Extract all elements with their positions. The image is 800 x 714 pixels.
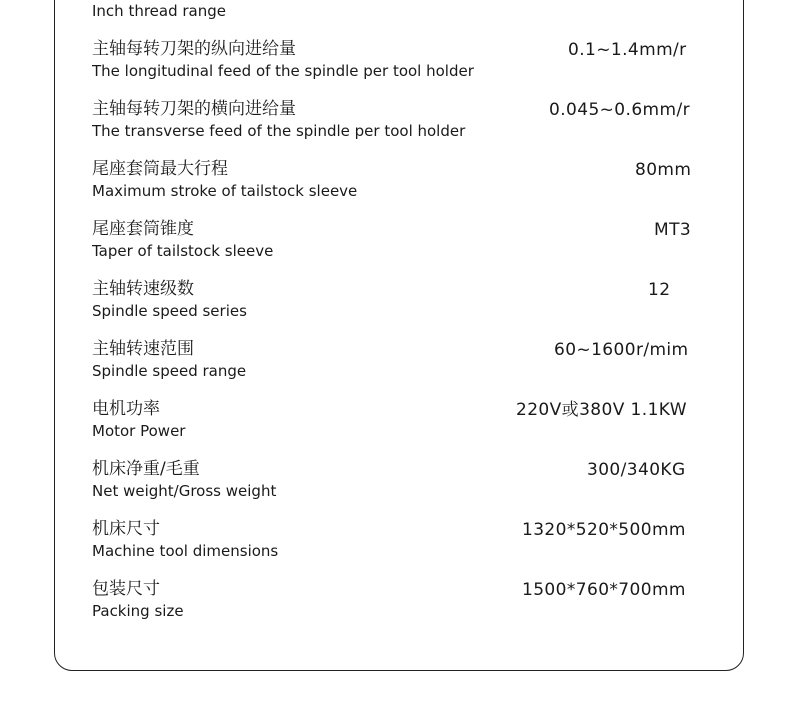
spec-value xyxy=(567,0,691,1)
spec-label-zh: 包装尺寸 xyxy=(92,579,160,599)
spec-label-en: Spindle speed range xyxy=(92,362,247,380)
spec-value: 12 xyxy=(648,280,671,300)
spec-row-speed-range xyxy=(92,339,702,398)
spec-label-zh: 电机功率 xyxy=(92,399,160,419)
spec-table-frame xyxy=(54,0,744,671)
spec-row-speed-series xyxy=(92,279,702,338)
spec-value: 0.045~0.6mm/r xyxy=(549,100,690,120)
spec-label-en: Maximum stroke of tailstock sleeve xyxy=(92,182,358,200)
spec-label-zh: 主轴转速范围 xyxy=(92,339,194,359)
spec-label-en: The longitudinal feed of the spindle per tool holder xyxy=(92,62,474,80)
spec-row-inch-thread-range xyxy=(92,0,702,38)
spec-label-en: Machine tool dimensions xyxy=(92,542,279,560)
spec-value: 0.1~1.4mm/r xyxy=(568,40,687,60)
spec-row-transverse-feed xyxy=(92,99,702,158)
spec-label-en: The transverse feed of the spindle per tool holder xyxy=(92,122,466,140)
spec-row-motor-power xyxy=(92,399,702,458)
spec-value: 220V或380V 1.1KW xyxy=(516,400,687,420)
spec-label-zh: 机床尺寸 xyxy=(92,519,160,539)
spec-label-en: Taper of tailstock sleeve xyxy=(92,242,274,260)
spec-label-en: Motor Power xyxy=(92,422,186,440)
spec-label-en: Packing size xyxy=(92,602,184,620)
spec-label-en: Inch thread range xyxy=(92,2,227,20)
spec-label-zh: 主轴每转刀架的纵向进给量 xyxy=(92,39,296,59)
spec-row-tailstock-stroke xyxy=(92,159,702,218)
spec-label-zh: 主轴转速级数 xyxy=(92,279,194,299)
spec-value: 1320*520*500mm xyxy=(522,520,686,540)
spec-value: 300/340KG xyxy=(587,460,686,480)
spec-label-en: Net weight/Gross weight xyxy=(92,482,277,500)
spec-value: MT3 xyxy=(654,220,692,240)
spec-value: 1500*760*700mm xyxy=(522,580,686,600)
spec-label-zh: 尾座套筒最大行程 xyxy=(92,159,228,179)
spec-value: 60~1600r/mim xyxy=(554,340,689,360)
spec-label-zh: 尾座套筒锥度 xyxy=(92,219,194,239)
spec-row-weight xyxy=(92,459,702,518)
spec-value: 80mm xyxy=(635,160,692,180)
spec-label-zh: 主轴每转刀架的横向进给量 xyxy=(92,99,296,119)
spec-row-machine-dimensions xyxy=(92,519,702,578)
spec-label-en: Spindle speed series xyxy=(92,302,247,320)
spec-row-packing-size xyxy=(92,579,702,638)
spec-row-tailstock-taper xyxy=(92,219,702,278)
spec-row-longitudinal-feed xyxy=(92,39,702,98)
spec-label-zh: 机床净重/毛重 xyxy=(92,459,200,479)
